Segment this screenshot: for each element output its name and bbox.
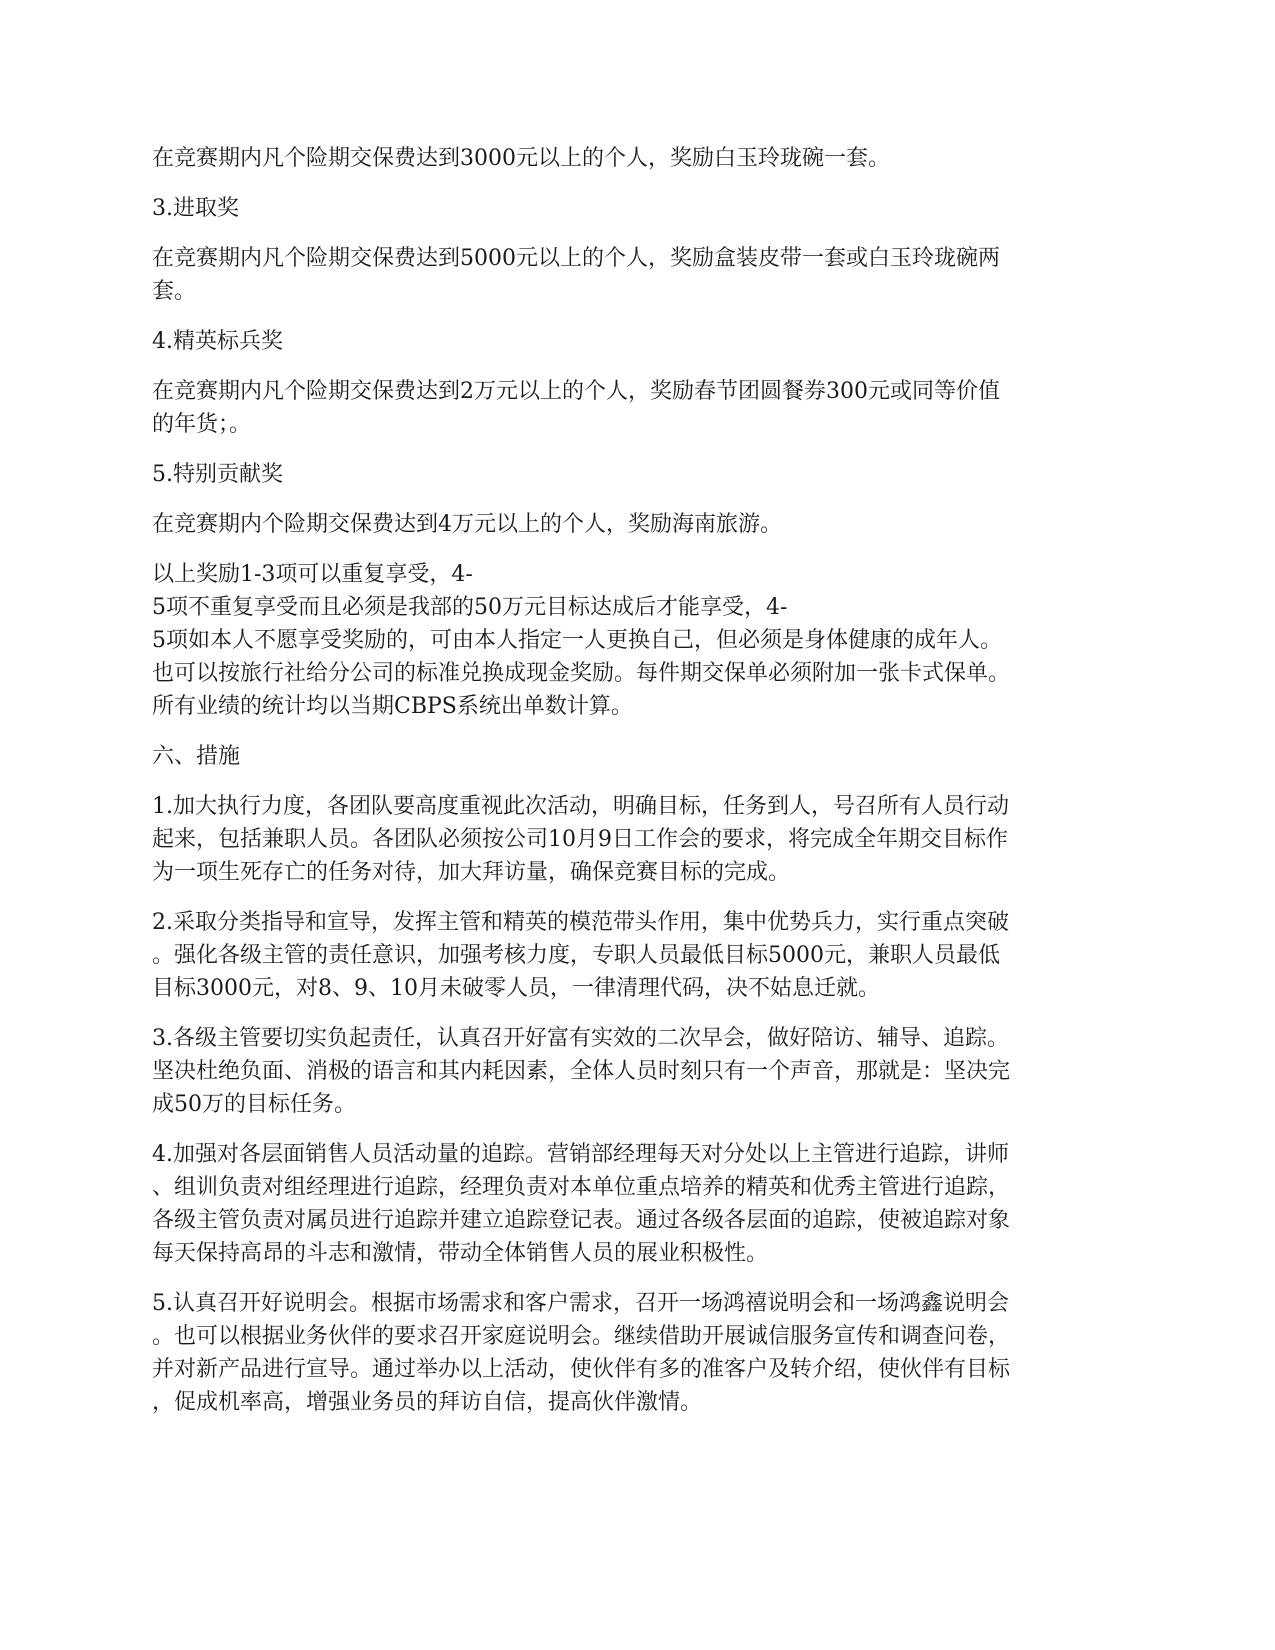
text-line: 坚决杜绝负面、消极的语言和其内耗因素，全体人员时刻只有一个声音，那就是：坚决完 bbox=[152, 1059, 1011, 1084]
text-line: 也可以按旅行社给分公司的标准兑换成现金奖励。每件期交保单必须附加一张卡式保单。 bbox=[152, 661, 1011, 686]
paragraph bbox=[152, 325, 1137, 358]
text-line: 套。 bbox=[152, 279, 197, 304]
text-line: 为一项生死存亡的任务对待，加大拜访量，确保竞赛目标的完成。 bbox=[152, 860, 791, 885]
text-line: 六、措施 bbox=[152, 744, 241, 769]
paragraph bbox=[152, 142, 1137, 175]
text-line: 5.认真召开好说明会。根据市场需求和客户需求，召开一场鸿禧说明会和一场鸿鑫说明会 bbox=[152, 1291, 1009, 1316]
text-line: 3.各级主管要切实负起责任，认真召开好富有实效的二次早会，做好陪访、辅导、追踪。 bbox=[152, 1026, 1009, 1051]
text-line: 5项如本人不愿享受奖励的，可由本人指定一人更换自己，但必须是身体健康的成年人。 bbox=[152, 628, 1002, 653]
paragraph bbox=[152, 906, 1137, 1005]
paragraph bbox=[152, 558, 1137, 723]
text-line: 并对新产品进行宣导。通过举办以上活动，使伙伴有多的准客户及转介绍，使伙伴有目标 bbox=[152, 1357, 1011, 1382]
text-line: 以上奖励1-3项可以重复享受，4- bbox=[152, 562, 473, 587]
text-line: 所有业绩的统计均以当期CBPS系统出单数计算。 bbox=[152, 694, 633, 719]
document-page bbox=[152, 142, 1137, 1436]
paragraph bbox=[152, 1138, 1137, 1270]
paragraph bbox=[152, 242, 1137, 308]
text-line: 每天保持高昂的斗志和激情，带动全体销售人员的展业积极性。 bbox=[152, 1241, 769, 1266]
text-line: 起来，包括兼职人员。各团队必须按公司10月9日工作会的要求，将完成全年期交目标作 bbox=[152, 827, 1008, 852]
text-line: 在竞赛期内凡个险期交保费达到5000元以上的个人，奖励盒装皮带一套或白玉玲珑碗两 bbox=[152, 246, 1000, 271]
text-line: 目标3000元，对8、9、10月未破零人员，一律清理代码，决不姑息迁就。 bbox=[152, 976, 880, 1001]
text-line: 在竞赛期内个险期交保费达到4万元以上的个人，奖励海南旅游。 bbox=[152, 512, 782, 537]
text-line: 5.特别贡献奖 bbox=[152, 462, 283, 487]
paragraph bbox=[152, 192, 1137, 225]
text-line: 在竞赛期内凡个险期交保费达到2万元以上的个人，奖励春节团圆餐券300元或同等价值 bbox=[152, 379, 1000, 404]
text-line: 成50万的目标任务。 bbox=[152, 1092, 356, 1117]
text-line: 在竞赛期内凡个险期交保费达到3000元以上的个人，奖励白玉玲珑碗一套。 bbox=[152, 146, 890, 171]
paragraph bbox=[152, 375, 1137, 441]
text-line: 。也可以根据业务伙伴的要求召开家庭说明会。继续借助开展诚信服务宣传和调查问卷， bbox=[152, 1324, 1011, 1349]
text-line: 1.加大执行力度，各团队要高度重视此次活动，明确目标，任务到人，号召所有人员行动 bbox=[152, 794, 1009, 819]
text-line: ，促成机率高，增强业务员的拜访自信，提高伙伴激情。 bbox=[152, 1390, 703, 1415]
text-line: 2.采取分类指导和宣导，发挥主管和精英的模范带头作用，集中优势兵力，实行重点突破 bbox=[152, 910, 1009, 935]
text-line: 。强化各级主管的责任意识，加强考核力度，专职人员最低目标5000元，兼职人员最低 bbox=[152, 943, 1000, 968]
paragraph bbox=[152, 508, 1137, 541]
text-line: 4.加强对各层面销售人员活动量的追踪。营销部经理每天对分处以上主管进行追踪，讲师 bbox=[152, 1142, 1009, 1167]
text-line: 5项不重复享受而且必须是我部的50万元目标达成后才能享受，4- bbox=[152, 595, 788, 620]
text-line: 4.精英标兵奖 bbox=[152, 329, 283, 354]
text-line: 、组训负责对组经理进行追踪，经理负责对本单位重点培养的精英和优秀主管进行追踪， bbox=[152, 1175, 1011, 1200]
text-line: 各级主管负责对属员进行追踪并建立追踪登记表。通过各级各层面的追踪，使被追踪对象 bbox=[152, 1208, 1011, 1233]
paragraph bbox=[152, 1287, 1137, 1419]
paragraph bbox=[152, 458, 1137, 491]
paragraph bbox=[152, 790, 1137, 889]
text-line: 3.进取奖 bbox=[152, 196, 239, 221]
paragraph bbox=[152, 1022, 1137, 1121]
text-line: 的年货；。 bbox=[152, 412, 252, 437]
paragraph bbox=[152, 740, 1137, 773]
